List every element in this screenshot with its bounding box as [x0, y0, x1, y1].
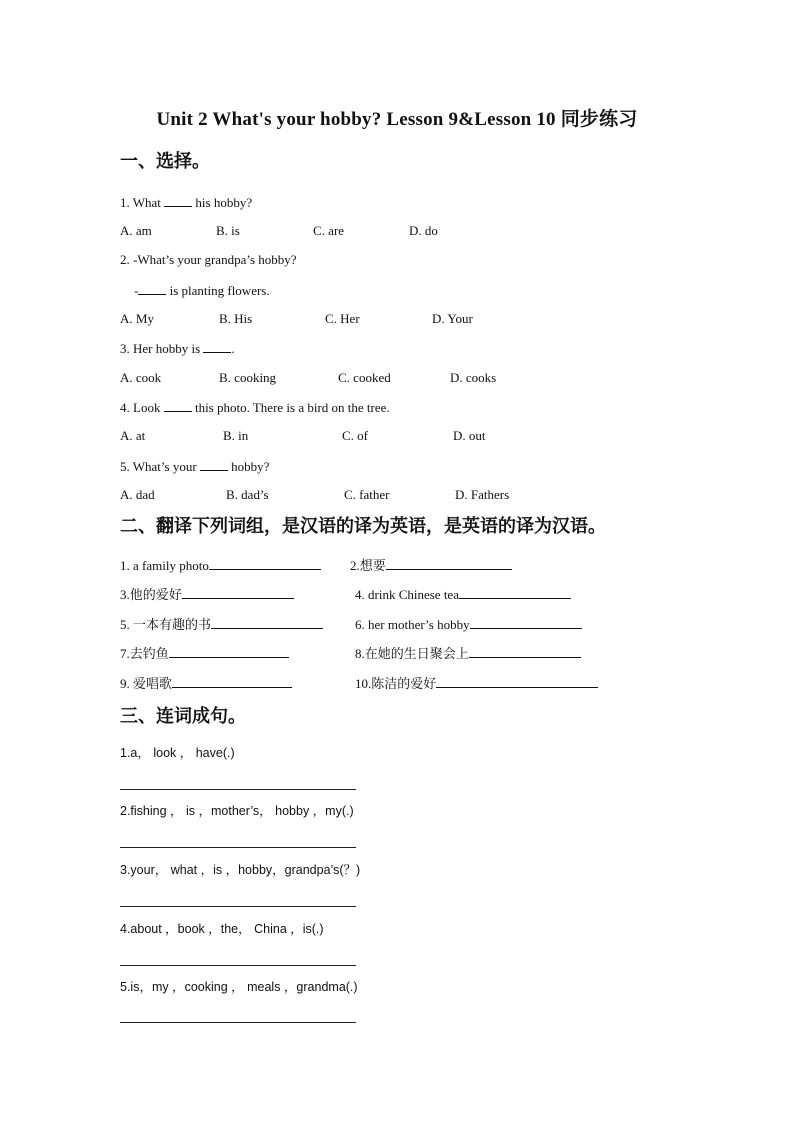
translate-item-3 — [120, 586, 294, 603]
translate-item-label: 9. 爱唱歌 — [120, 676, 173, 691]
reorder-item-5: 5.is，my ，cooking ， meals ，grandma(.) — [120, 980, 358, 994]
answer-line[interactable] — [120, 906, 356, 907]
answer-blank[interactable] — [169, 645, 289, 658]
question-2-reply-text: is planting flowers. — [166, 283, 270, 298]
option-2b[interactable]: B. His — [219, 311, 253, 326]
reorder-item-2: 2.fishing ， is ，mother’s， hobby ，my(.) — [120, 804, 354, 818]
translate-item-label: 2.想要 — [350, 558, 386, 573]
option-5c[interactable]: C. father — [344, 487, 390, 502]
answer-blank[interactable] — [459, 586, 571, 599]
question-5 — [120, 458, 269, 475]
answer-blank[interactable] — [211, 616, 323, 629]
question-3-text-before: 3. Her hobby is — [120, 341, 204, 356]
answer-blank[interactable] — [386, 557, 512, 570]
translate-item-label: 10.陈洁的爱好 — [355, 676, 437, 691]
translate-item-label: 4. drink Chinese tea — [355, 587, 459, 602]
option-4a[interactable]: A. at — [120, 428, 146, 443]
translate-item-label: 5. 一本有趣的书 — [120, 617, 212, 632]
question-2: 2. -What’s your grandpa’s hobby? — [120, 252, 297, 267]
answer-blank[interactable] — [209, 557, 321, 570]
question-4-text-before: 4. Look — [120, 400, 164, 415]
answer-blank[interactable] — [470, 616, 582, 629]
option-2d[interactable]: D. Your — [432, 311, 473, 326]
reorder-item-4: 4.about ，book ，the， China ，is(.) — [120, 922, 324, 936]
translate-item-label: 7.去钓鱼 — [120, 646, 169, 661]
answer-blank[interactable] — [172, 675, 292, 688]
option-5b[interactable]: B. dad’s — [226, 487, 269, 502]
translate-item-10 — [355, 675, 598, 692]
question-4 — [120, 399, 390, 416]
answer-blank[interactable] — [436, 675, 598, 688]
translate-item-label: 6. her mother’s hobby — [355, 617, 470, 632]
answer-blank[interactable] — [203, 340, 231, 353]
answer-blank[interactable] — [138, 282, 166, 295]
question-5-text-before: 5. What’s your — [120, 459, 200, 474]
option-5d[interactable]: D. Fathers — [455, 487, 510, 502]
reorder-item-1: 1.a， look ， have(.) — [120, 746, 235, 760]
translate-item-label: 3.他的爱好 — [120, 587, 182, 602]
option-1a[interactable]: A. am — [120, 223, 152, 238]
translate-item-label: 1. a family photo — [120, 558, 209, 573]
translate-item-2 — [350, 557, 512, 574]
answer-line[interactable] — [120, 965, 356, 966]
answer-blank[interactable] — [164, 399, 192, 412]
answer-line[interactable] — [120, 789, 356, 790]
section-3-heading: 三、连词成句。 — [120, 706, 246, 727]
translate-item-1 — [120, 557, 321, 574]
question-2-reply-dash: - — [134, 283, 139, 298]
answer-blank[interactable] — [200, 458, 228, 471]
section-1-heading: 一、选择。 — [120, 151, 210, 172]
translate-item-9 — [120, 675, 292, 692]
reorder-item-3: 3.your， what ，is ，hobby，grandpa’s(？) — [120, 863, 361, 877]
question-4-text-after: this photo. There is a bird on the tree. — [191, 400, 390, 415]
option-1b[interactable]: B. is — [216, 223, 240, 238]
answer-blank[interactable] — [164, 194, 192, 207]
option-2c[interactable]: C. Her — [325, 311, 360, 326]
answer-blank[interactable] — [182, 586, 294, 599]
option-3b[interactable]: B. cooking — [219, 370, 277, 385]
option-4d[interactable]: D. out — [453, 428, 486, 443]
translate-item-6 — [355, 616, 582, 633]
option-3d[interactable]: D. cooks — [450, 370, 497, 385]
translate-item-label: 8.在她的生日聚会上 — [355, 646, 469, 661]
question-2-reply — [134, 282, 270, 299]
section-2-heading: 二、翻译下列词组，是汉语的译为英语，是英语的译为汉语。 — [120, 516, 606, 537]
question-1-text-after: his hobby? — [192, 195, 253, 210]
translate-item-5 — [120, 616, 323, 633]
option-3c[interactable]: C. cooked — [338, 370, 391, 385]
option-3a[interactable]: A. cook — [120, 370, 162, 385]
option-4b[interactable]: B. in — [223, 428, 249, 443]
question-1-text-before: 1. What — [120, 195, 165, 210]
option-4c[interactable]: C. of — [342, 428, 368, 443]
option-1d[interactable]: D. do — [409, 223, 438, 238]
option-1c[interactable]: C. are — [313, 223, 345, 238]
answer-blank[interactable] — [469, 645, 581, 658]
option-5a[interactable]: A. dad — [120, 487, 155, 502]
answer-line[interactable] — [120, 847, 356, 848]
answer-line[interactable] — [120, 1022, 356, 1023]
option-2a[interactable]: A. My — [120, 311, 154, 326]
translate-item-8 — [355, 645, 581, 662]
question-1 — [120, 194, 252, 211]
translate-item-7 — [120, 645, 289, 662]
page-title: Unit 2 What's your hobby? Lesson 9&Lesson 10 同步练习 — [156, 109, 638, 130]
question-5-text-after: hobby? — [227, 459, 270, 474]
question-3-text-after: . — [231, 341, 235, 356]
question-3 — [120, 340, 235, 357]
translate-item-4 — [355, 586, 571, 603]
